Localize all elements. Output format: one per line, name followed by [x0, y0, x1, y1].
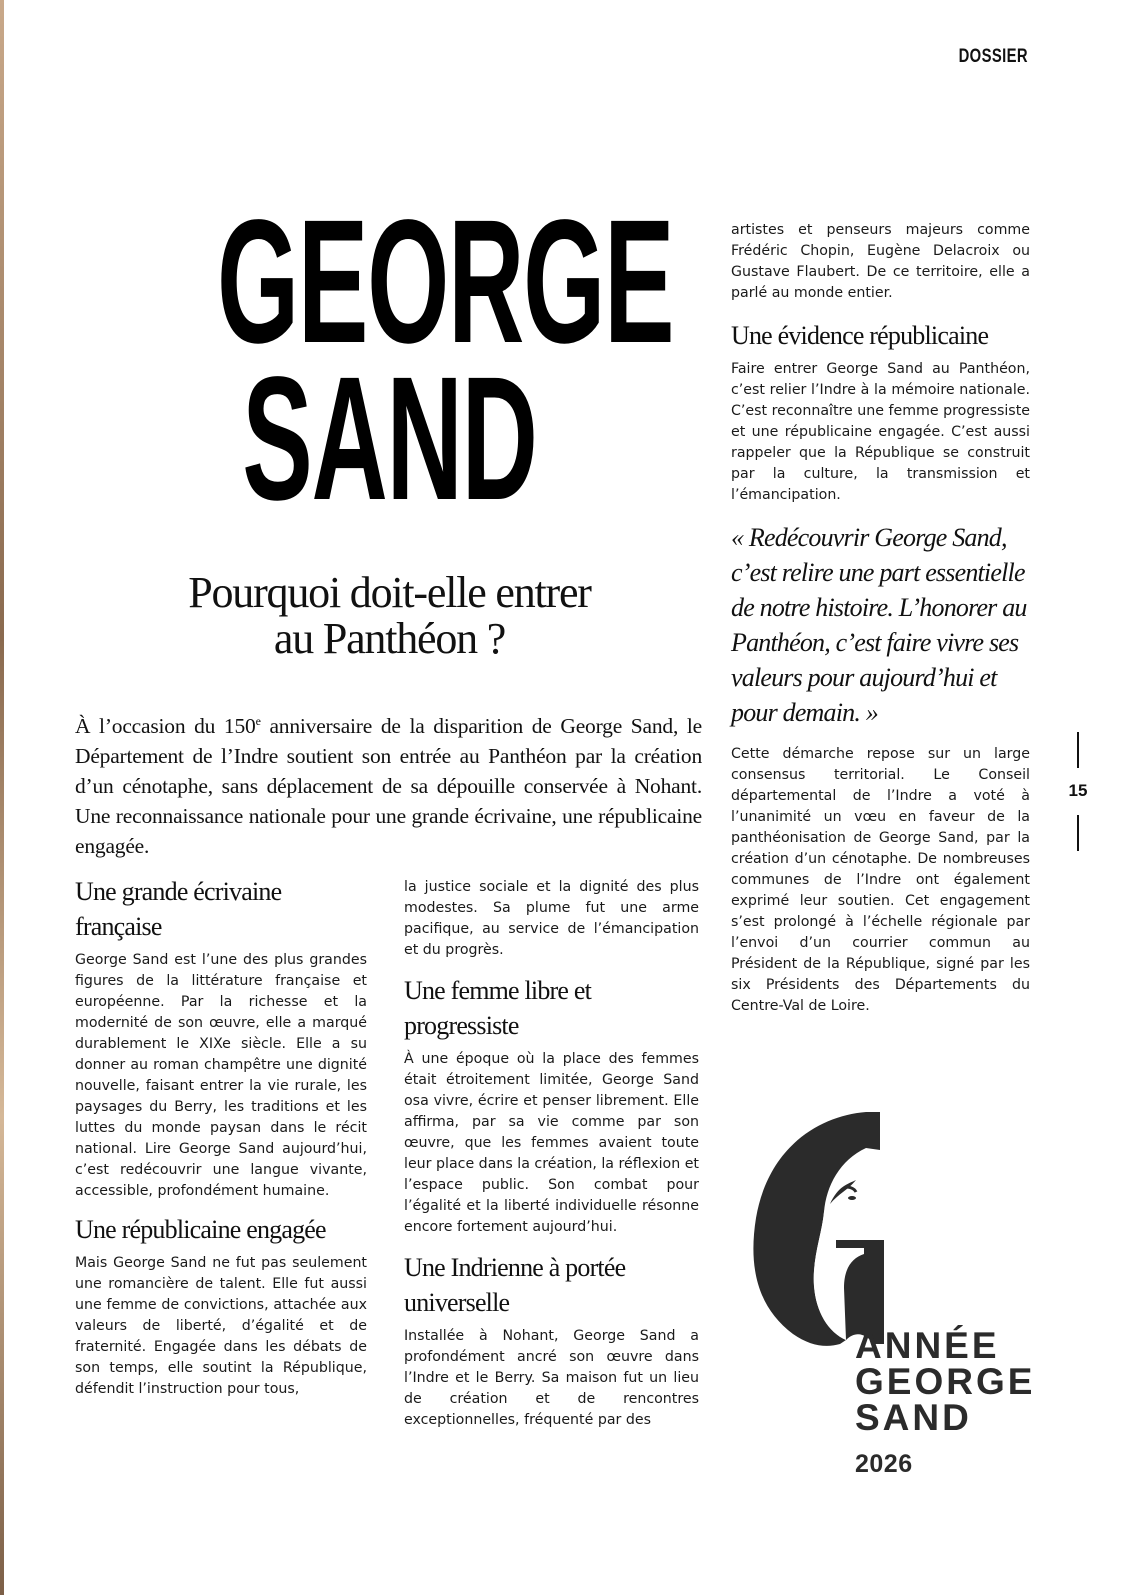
body-republicaine-part1: Mais George Sand ne fut pas seulement une romancière de talent. Elle fut aussi une femme de convictions, attachée aux valeurs de liberté, d’égalité et de fraternité. Engagée dans les débats de son temps, elle soutint la République, défendit l’instruction pour tous,: [75, 1255, 367, 1397]
logo-line-1: ANNÉE: [855, 1325, 1000, 1366]
logo-line-2: GEORGE: [855, 1361, 1036, 1402]
heading-evidence: Une évidence républicaine: [731, 321, 989, 350]
heading-indrienne: Une Indrienne à portée universelle: [404, 1253, 626, 1317]
title-line-2: SAND: [242, 341, 537, 538]
logo-line-3: SAND: [855, 1397, 972, 1438]
page-marker-bar-top: [1077, 732, 1079, 768]
subtitle-line-1: Pourquoi doit-elle entrer: [188, 568, 591, 617]
page-title: [102, 184, 677, 538]
intro-text-start: À l’occasion du 150: [75, 714, 256, 739]
logo-wordmark: [855, 1325, 1036, 1479]
body-closing: Cette démarche repose sur un large consensus territorial. Le Conseil départemental de l’Indre a voté à l’unanimité un vœu en faveur de la panthéonisation de George Sand, par la création d’un cénotaphe. De nombreuses communes de l’Indre ont également exprimé leur soutien. Cet engagement s’est prolongé à l’échelle régionale par l’envoi d’un courrier commun au Président de la République, signé par les six Présidents des Départements du Centre-Val de Loire.: [731, 746, 1030, 1014]
heading-republicaine: Une républicaine engagée: [75, 1215, 326, 1244]
subtitle-line-2: au Panthéon ?: [273, 614, 506, 664]
page-number-marker: [1063, 732, 1093, 851]
column-middle: [404, 877, 699, 1431]
column-left: [75, 874, 367, 1400]
logo-year: 2026: [855, 1450, 913, 1478]
heading-femme-libre: Une femme libre et progressiste: [404, 976, 592, 1040]
body-indrienne-part2: artistes et penseurs majeurs comme Frédéric Chopin, Eugène Delacroix ou Gustave Flaubert. De ce territoire, elle a parlé au monde entier.: [731, 222, 1030, 301]
title-line-1: GEORGE: [217, 184, 674, 380]
body-republicaine-part2: la justice sociale et la dignité des plus modestes. Sa plume fut une arme pacifique, au service de l’émancipation et du progrès.: [404, 879, 699, 958]
intro-paragraph: [75, 706, 702, 861]
section-label: DOSSIER: [958, 46, 1028, 67]
subtitle: [102, 570, 677, 662]
body-femme-libre: À une époque où la place des femmes était étroitement limitée, George Sand osa vivre, écrire et penser librement. Elle affirma, par sa vie comme par son œuvre, que les femmes avaient toute leur place dans la création, la réflexion et l’espace public. Son combat pour l’égalité et la liberté individuelle résonne encore fortement aujourd’hui.: [404, 1051, 699, 1235]
body-evidence: Faire entrer George Sand au Panthéon, c’est relier l’Indre à la mémoire nationale. C’est reconnaître une femme progressiste et une républicaine engagée. C’est aussi rappeler que la République se construit par la culture, la transmission et l’émancipation.: [731, 361, 1030, 503]
body-indrienne-part1: Installée à Nohant, George Sand a profondément ancré son œuvre dans l’Indre et le Berry. Sa maison fut un lieu de création et de rencontres exceptionnelles, fréquenté par des: [404, 1328, 699, 1428]
page-spine-edge: [0, 0, 4, 1595]
intro-text-rest: anniversaire de la disparition de George Sand, le Département de l’Indre soutient son entrée au Panthéon par la création d’un cénotaphe, sans déplacement de sa dépouille conservée à Nohant. Une reconnaissance nationale pour une grande écrivaine, une républicaine engagée.: [75, 714, 702, 859]
intro-superscript: e: [255, 714, 261, 728]
page-marker-bar-bottom: [1077, 815, 1079, 851]
pull-quote: « Redécouvrir George Sand, c’est relire une part essentielle de notre histoire. L’honorer au Panthéon, c’est faire vivre ses valeurs pour aujourd’hui et pour demain. »: [731, 523, 1027, 727]
heading-ecrivaine: Une grande écrivaine française: [75, 877, 282, 941]
page-number: 15: [1068, 781, 1088, 800]
profile-g-icon: [753, 1112, 884, 1346]
column-right: [731, 220, 1030, 1017]
body-ecrivaine: George Sand est l’une des plus grandes figures de la littérature française et européenne. Par la richesse et la modernité de son œuvre, elle a marqué durablement le XIXe siècle. Elle a su donner au roman champêtre une dignité nouvelle, faisant entrer la vie rurale, les paysages du Berry, les traditions et les luttes du monde paysan dans le récit national. Lire George Sand aujourd’hui, c’est redécouvrir une langue vivante, accessible, profondément humaine.: [75, 952, 367, 1199]
